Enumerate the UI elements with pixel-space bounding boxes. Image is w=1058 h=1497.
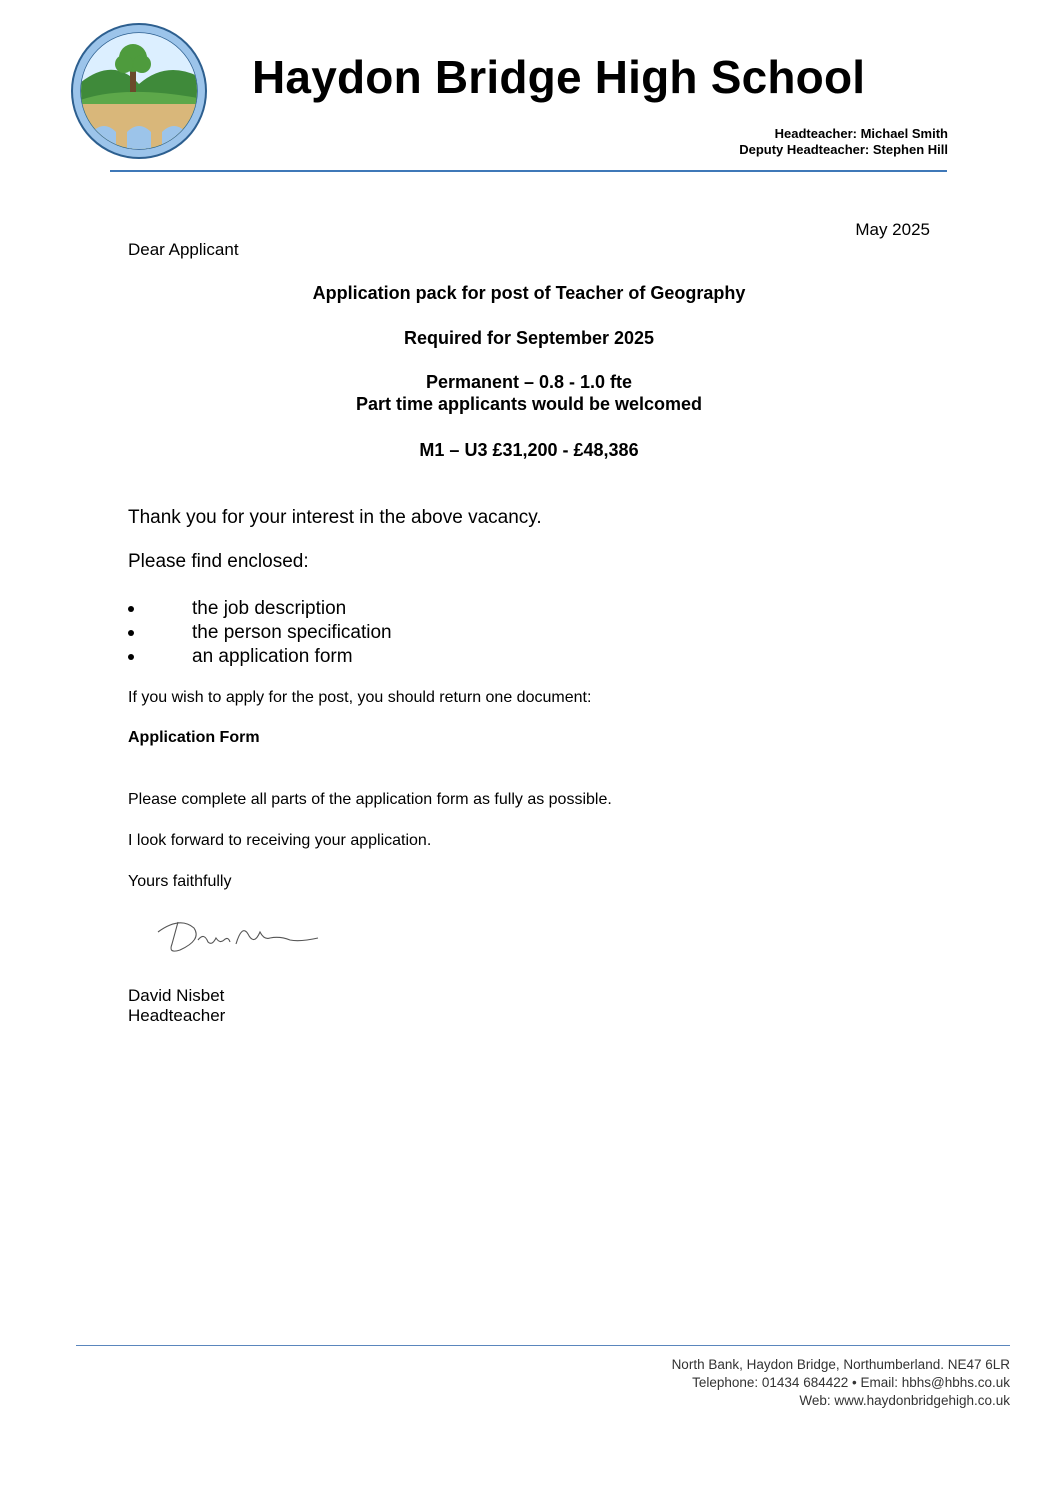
footer-phone-email: Telephone: 01434 684422 • Email: hbhs@hbhs.co.uk	[692, 1375, 1010, 1390]
thanks-paragraph: Thank you for your interest in the above vacancy.	[128, 507, 542, 528]
post-title: Application pack for post of Teacher of Geography	[312, 283, 746, 303]
list-item: the job description	[128, 597, 392, 621]
signatory-role: Headteacher	[128, 1006, 226, 1025]
signatory	[128, 986, 225, 1026]
part-time-note: Part time applicants would be welcomed	[355, 394, 703, 414]
start-date: Required for September 2025	[403, 328, 655, 348]
letter-date: May 2025	[855, 220, 930, 239]
footer-address: North Bank, Haydon Bridge, Northumberland. NE47 6LR	[671, 1357, 1010, 1372]
signatory-name: David Nisbet	[128, 986, 225, 1005]
salary-range: M1 – U3 £31,200 - £48,386	[419, 440, 639, 460]
deputy-headteacher-line: Deputy Headteacher: Stephen Hill	[739, 142, 948, 157]
signature-image	[150, 910, 330, 960]
enclosed-list	[128, 597, 392, 669]
bullet-dot-icon	[128, 654, 134, 660]
list-item: the person specification	[128, 621, 392, 645]
bullet-dot-icon	[128, 630, 134, 636]
bullet-dot-icon	[128, 606, 134, 612]
letter-greeting: Dear Applicant	[128, 240, 239, 259]
footer-divider	[76, 1345, 1010, 1346]
header-divider	[110, 170, 947, 172]
contract-type: Permanent – 0.8 - 1.0 fte	[425, 372, 633, 392]
required-document: Application Form	[128, 729, 260, 746]
closing-paragraph: I look forward to receiving your application.	[128, 832, 432, 849]
school-name: Haydon Bridge High School	[252, 51, 866, 103]
footer-website: Web: www.haydonbridgehigh.co.uk	[799, 1393, 1010, 1408]
enclosed-intro: Please find enclosed:	[128, 551, 309, 572]
list-item: an application form	[128, 645, 392, 669]
headteacher-line: Headteacher: Michael Smith	[774, 126, 948, 141]
complete-instruction: Please complete all parts of the application form as fully as possible.	[128, 791, 612, 808]
footer-contact	[672, 1356, 1010, 1410]
sign-off: Yours faithfully	[128, 873, 232, 890]
school-logo	[70, 22, 208, 160]
school-leadership	[739, 126, 948, 158]
apply-instruction: If you wish to apply for the post, you should return one document:	[128, 689, 592, 706]
